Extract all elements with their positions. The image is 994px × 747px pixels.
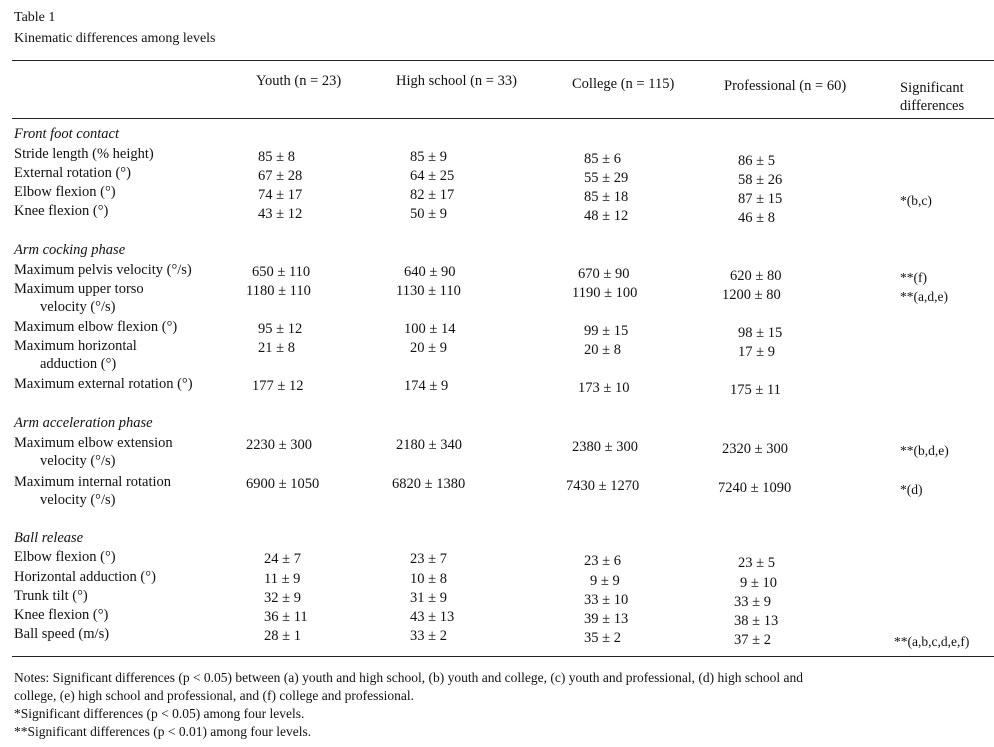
cell-youth: 28 ± 1 <box>264 628 301 644</box>
cell-high-school: 33 ± 2 <box>410 628 447 644</box>
cell-high-school: 640 ± 90 <box>404 264 456 280</box>
cell-youth: 1180 ± 110 <box>246 283 311 299</box>
cell-college: 670 ± 90 <box>578 266 630 282</box>
cell-youth: 2230 ± 300 <box>246 437 312 453</box>
cell-youth: 74 ± 17 <box>258 187 303 203</box>
cell-high-school: 1130 ± 110 <box>396 283 461 299</box>
cell-professional: 620 ± 80 <box>730 268 782 284</box>
row-label: Knee flexion (°) <box>14 607 109 623</box>
cell-high-school: 82 ± 17 <box>410 187 455 203</box>
cell-high-school: 31 ± 9 <box>410 590 447 606</box>
cell-professional: 9 ± 10 <box>740 575 777 591</box>
cell-professional: 33 ± 9 <box>734 594 771 610</box>
cell-college: 39 ± 13 <box>584 611 629 627</box>
row-label: Horizontal adduction (°) <box>14 569 156 585</box>
cell-youth: 24 ± 7 <box>264 551 301 567</box>
cell-youth: 21 ± 8 <box>258 340 295 356</box>
table-title: Kinematic differences among levels <box>14 31 216 46</box>
section-title-ball-release: Ball release <box>14 530 84 546</box>
cell-professional: 86 ± 5 <box>738 153 775 169</box>
cell-professional: 38 ± 13 <box>734 613 779 629</box>
section-title-arm-cocking-phase: Arm cocking phase <box>14 242 126 258</box>
cell-professional: 46 ± 8 <box>738 210 775 226</box>
col-header-differences: differences <box>900 98 965 114</box>
table-note: college, (e) high school and professional, and (f) college and professional. <box>14 688 414 703</box>
cell-college: 1190 ± 100 <box>572 285 638 301</box>
table-note: **Significant differences (p < 0.01) among four levels. <box>14 724 312 739</box>
cell-significance: **(a,d,e) <box>900 289 948 304</box>
row-label-continued: velocity (°/s) <box>40 299 116 315</box>
table-note: Notes: Significant differences (p < 0.05) between (a) youth and high school, (b) youth and college, (c) youth and professional, (d) high school and <box>14 670 804 685</box>
cell-high-school: 20 ± 9 <box>410 340 447 356</box>
cell-college: 2380 ± 300 <box>572 439 638 455</box>
cell-high-school: 23 ± 7 <box>410 551 447 567</box>
table-label: Table 1 <box>14 10 56 25</box>
cell-professional: 37 ± 2 <box>734 632 771 648</box>
cell-college: 9 ± 9 <box>590 573 620 589</box>
col-header-professional: Professional (n = 60) <box>724 78 847 94</box>
row-label: Maximum elbow flexion (°) <box>14 319 178 335</box>
row-label: Ball speed (m/s) <box>14 626 110 642</box>
top-rule <box>12 60 994 61</box>
cell-youth: 650 ± 110 <box>252 264 311 280</box>
cell-high-school: 43 ± 13 <box>410 609 455 625</box>
row-label: Maximum external rotation (°) <box>14 376 193 392</box>
cell-significance: *(d) <box>900 482 923 497</box>
row-label: External rotation (°) <box>14 165 131 181</box>
cell-youth: 67 ± 28 <box>258 168 303 184</box>
cell-youth: 95 ± 12 <box>258 321 303 337</box>
cell-professional: 23 ± 5 <box>738 555 775 571</box>
cell-high-school: 6820 ± 1380 <box>392 476 466 492</box>
cell-professional: 2320 ± 300 <box>722 441 788 457</box>
cell-high-school: 85 ± 9 <box>410 149 447 165</box>
cell-college: 85 ± 18 <box>584 189 629 205</box>
row-label: Elbow flexion (°) <box>14 184 116 200</box>
cell-high-school: 174 ± 9 <box>404 378 449 394</box>
row-label-continued: velocity (°/s) <box>40 492 116 508</box>
col-header-significant: Significant <box>900 80 964 96</box>
cell-high-school: 50 ± 9 <box>410 206 447 222</box>
cell-significance: *(b,c) <box>900 193 932 208</box>
col-header-college: College (n = 115) <box>572 76 675 92</box>
row-label: Maximum upper torso <box>14 281 144 297</box>
cell-significance: **(a,b,c,d,e,f) <box>894 634 970 649</box>
cell-youth: 36 ± 11 <box>264 609 308 625</box>
cell-college: 48 ± 12 <box>584 208 629 224</box>
cell-significance: **(b,d,e) <box>900 443 949 458</box>
col-header-high-school: High school (n = 33) <box>396 73 517 89</box>
row-label: Maximum pelvis velocity (°/s) <box>14 262 192 278</box>
cell-college: 99 ± 15 <box>584 323 629 339</box>
row-label: Elbow flexion (°) <box>14 549 116 565</box>
row-label: Knee flexion (°) <box>14 203 109 219</box>
cell-college: 55 ± 29 <box>584 170 629 186</box>
cell-high-school: 64 ± 25 <box>410 168 455 184</box>
cell-youth: 85 ± 8 <box>258 149 295 165</box>
cell-professional: 17 ± 9 <box>738 344 775 360</box>
row-label: Maximum horizontal <box>14 338 137 354</box>
cell-college: 7430 ± 1270 <box>566 478 640 494</box>
cell-college: 33 ± 10 <box>584 592 629 608</box>
cell-high-school: 100 ± 14 <box>404 321 456 337</box>
row-label: Stride length (% height) <box>14 146 154 162</box>
cell-college: 173 ± 10 <box>578 380 630 396</box>
row-label-continued: velocity (°/s) <box>40 453 116 469</box>
cell-professional: 87 ± 15 <box>738 191 783 207</box>
cell-significance: **(f) <box>900 270 927 285</box>
header-rule <box>12 118 994 119</box>
cell-college: 20 ± 8 <box>584 342 621 358</box>
row-label: Trunk tilt (°) <box>14 588 88 604</box>
cell-youth: 177 ± 12 <box>252 378 304 394</box>
row-label-continued: adduction (°) <box>40 356 117 372</box>
section-title-arm-acceleration-phase: Arm acceleration phase <box>14 415 153 431</box>
cell-college: 23 ± 6 <box>584 553 621 569</box>
cell-college: 35 ± 2 <box>584 630 621 646</box>
cell-youth: 6900 ± 1050 <box>246 476 320 492</box>
col-header-youth: Youth (n = 23) <box>256 73 342 89</box>
cell-high-school: 10 ± 8 <box>410 571 447 587</box>
cell-professional: 175 ± 11 <box>730 382 781 398</box>
cell-college: 85 ± 6 <box>584 151 621 167</box>
bottom-rule <box>12 656 994 657</box>
row-label: Maximum elbow extension <box>14 435 173 451</box>
cell-professional: 98 ± 15 <box>738 325 783 341</box>
cell-professional: 58 ± 26 <box>738 172 783 188</box>
cell-professional: 7240 ± 1090 <box>718 480 792 496</box>
cell-professional: 1200 ± 80 <box>722 287 781 303</box>
cell-high-school: 2180 ± 340 <box>396 437 462 453</box>
cell-youth: 32 ± 9 <box>264 590 301 606</box>
row-label: Maximum internal rotation <box>14 474 172 490</box>
cell-youth: 11 ± 9 <box>264 571 301 587</box>
table-note: *Significant differences (p < 0.05) among four levels. <box>14 706 305 721</box>
section-title-front-foot-contact: Front foot contact <box>14 126 119 142</box>
cell-youth: 43 ± 12 <box>258 206 303 222</box>
